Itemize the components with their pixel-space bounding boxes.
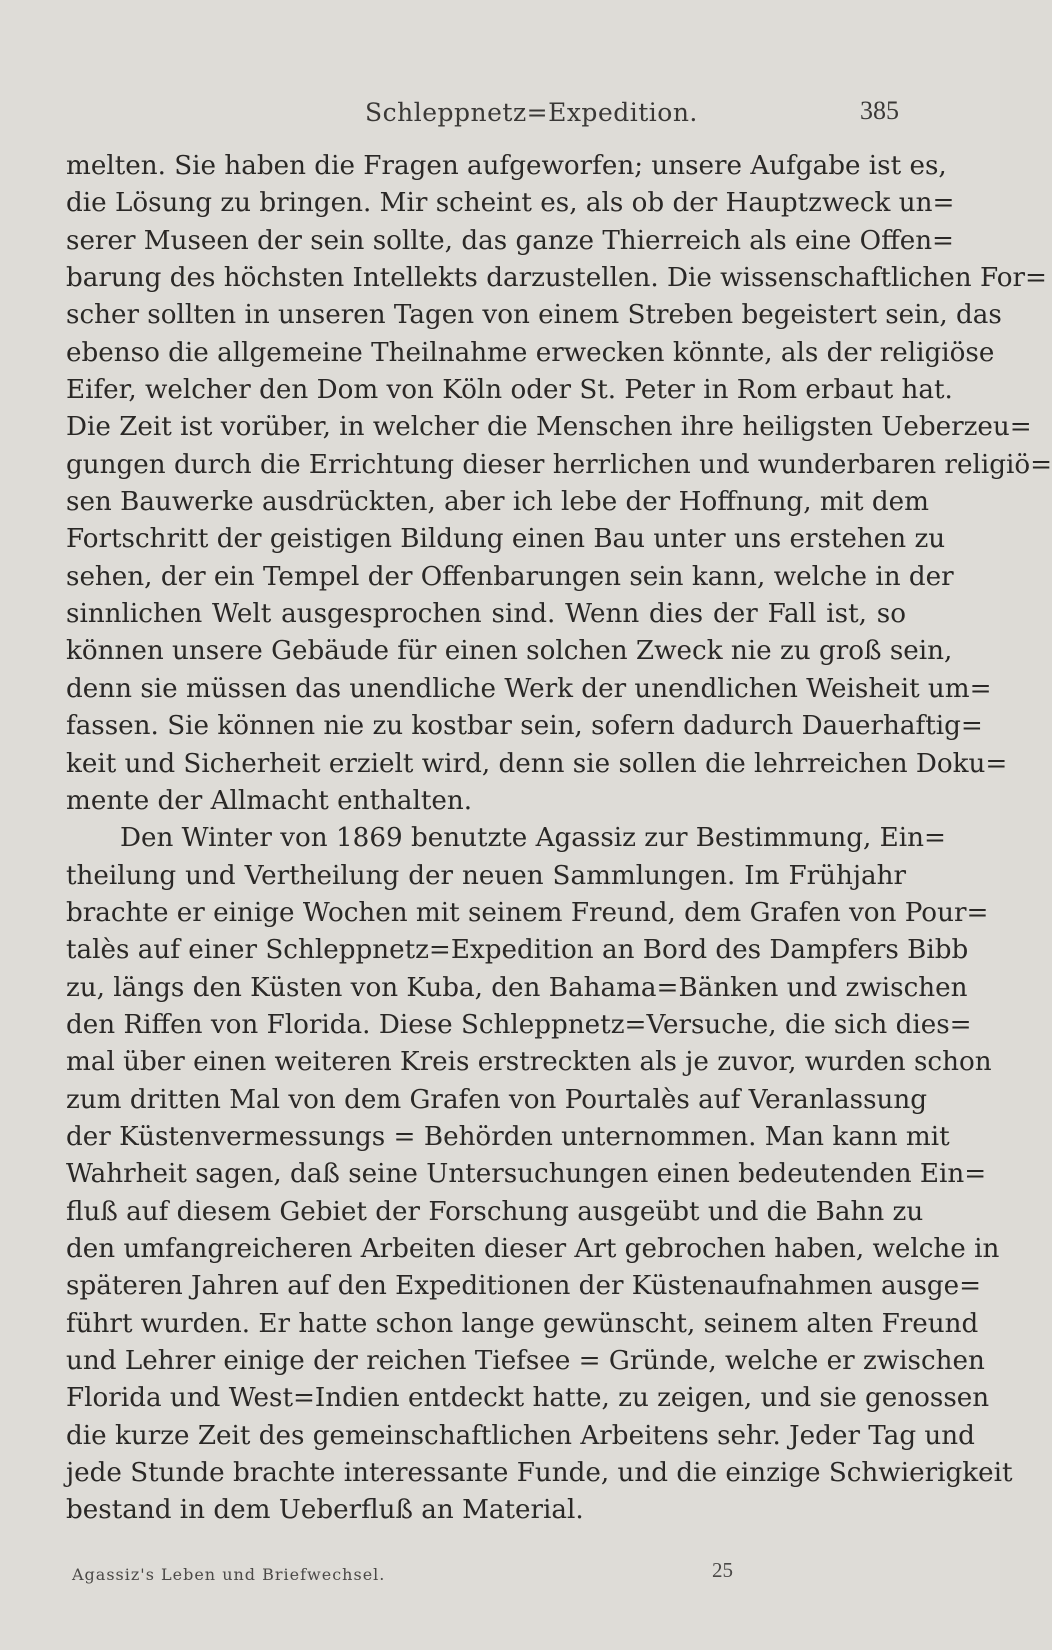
text-line: denn sie müssen das unendliche Werk der unendlichen Weisheit um=: [66, 673, 992, 704]
text-line: melten. Sie haben die Fragen aufgeworfen; unsere Aufgabe ist es,: [66, 151, 947, 181]
text-line: zu, längs den Küsten von Kuba, den Bahama=Bänken und zwischen: [66, 972, 968, 1003]
text-line: jede Stunde brachte interessante Funde, und die einzige Schwierigkeit: [66, 1458, 1013, 1489]
text-line: die Lösung zu bringen. Mir scheint es, als ob der Hauptzweck un=: [66, 188, 955, 219]
text-line: mal über einen weiteren Kreis erstreckten als je zuvor, wurden schon: [66, 1047, 992, 1078]
running-title: Schleppnetz=Expedition.: [365, 98, 698, 127]
footer-book-title: Agassiz's Leben und Briefwechsel.: [72, 1565, 386, 1584]
body-text: [66, 148, 1052, 1530]
text-line: gungen durch die Errichtung dieser herrlichen und wunderbaren religiö=: [66, 449, 1052, 480]
text-line: theilung und Vertheilung der neuen Sammlungen. Im Frühjahr: [66, 860, 906, 891]
text-line: können unsere Gebäude für einen solchen Zweck nie zu groß sein,: [66, 636, 953, 667]
text-line: brachte er einige Wochen mit seinem Freund, dem Grafen von Pour=: [66, 897, 989, 928]
paragraph-end-line: mente der Allmacht enthalten.: [66, 785, 473, 816]
text-line: scher sollten in unseren Tagen von einem Streben begeistert sein, das: [66, 300, 1002, 331]
signature-mark: 25: [712, 1558, 733, 1582]
text-line: führt wurden. Er hatte schon lange gewünscht, seinem alten Freund: [66, 1308, 979, 1339]
text-line: sinnlichen Welt ausgesprochen sind. Wenn dies der Fall ist, so: [66, 599, 906, 630]
paragraph-end-line: bestand in dem Ueberfluß an Material.: [66, 1495, 584, 1526]
text-line: die kurze Zeit des gemeinschaftlichen Arbeitens sehr. Jeder Tag und: [66, 1420, 975, 1451]
text-line: Die Zeit ist vorüber, in welcher die Menschen ihre heiligsten Ueberzeu=: [66, 412, 1032, 443]
text-line: talès auf einer Schleppnetz=Expedition an Bord des Dampfers Bibb: [66, 935, 969, 966]
text-line: keit und Sicherheit erzielt wird, denn sie sollen die lehrreichen Doku=: [66, 748, 1008, 779]
text-line: und Lehrer einige der reichen Tiefsee = Gründe, welche er zwischen: [66, 1346, 985, 1376]
text-line: den umfangreicheren Arbeiten dieser Art gebrochen haben, welche in: [66, 1233, 1000, 1264]
text-line: zum dritten Mal von dem Grafen von Pourtalès auf Veranlassung: [66, 1084, 928, 1115]
text-line: Florida und West=Indien entdeckt hatte, zu zeigen, und sie genossen: [66, 1383, 990, 1414]
text-line: ebenso die allgemeine Theilnahme erwecken könnte, als der religiöse: [66, 337, 995, 368]
text-line: Wahrheit sagen, daß seine Untersuchungen einen bedeutenden Ein=: [66, 1159, 987, 1190]
page-number: 385: [860, 96, 899, 125]
text-line: fassen. Sie können nie zu kostbar sein, sofern dadurch Dauerhaftig=: [66, 711, 983, 742]
text-line: den Riffen von Florida. Diese Schleppnetz=Versuche, die sich dies=: [66, 1009, 972, 1040]
text-line: Eifer, welcher den Dom von Köln oder St. Peter in Rom erbaut hat.: [66, 375, 953, 406]
text-line: Fortschritt der geistigen Bildung einen Bau unter uns erstehen zu: [66, 524, 946, 555]
paragraph-start-line: Den Winter von 1869 benutzte Agassiz zur Bestimmung, Ein=: [120, 823, 946, 854]
text-line: späteren Jahren auf den Expeditionen der Küstenaufnahmen ausge=: [66, 1271, 982, 1302]
text-line: serer Museen der sein sollte, das ganze Thierreich als eine Offen=: [66, 225, 954, 256]
text-line: barung des höchsten Intellekts darzustellen. Die wissenschaftlichen For=: [66, 263, 1047, 294]
text-line: sehen, der ein Tempel der Offenbarungen sein kann, welche in der: [66, 561, 954, 592]
text-line: sen Bauwerke ausdrückten, aber ich lebe der Hoffnung, mit dem: [66, 487, 929, 518]
text-line: fluß auf diesem Gebiet der Forschung ausgeübt und die Bahn zu: [66, 1196, 924, 1227]
text-line: der Küstenvermessungs = Behörden unternommen. Man kann mit: [66, 1121, 950, 1152]
